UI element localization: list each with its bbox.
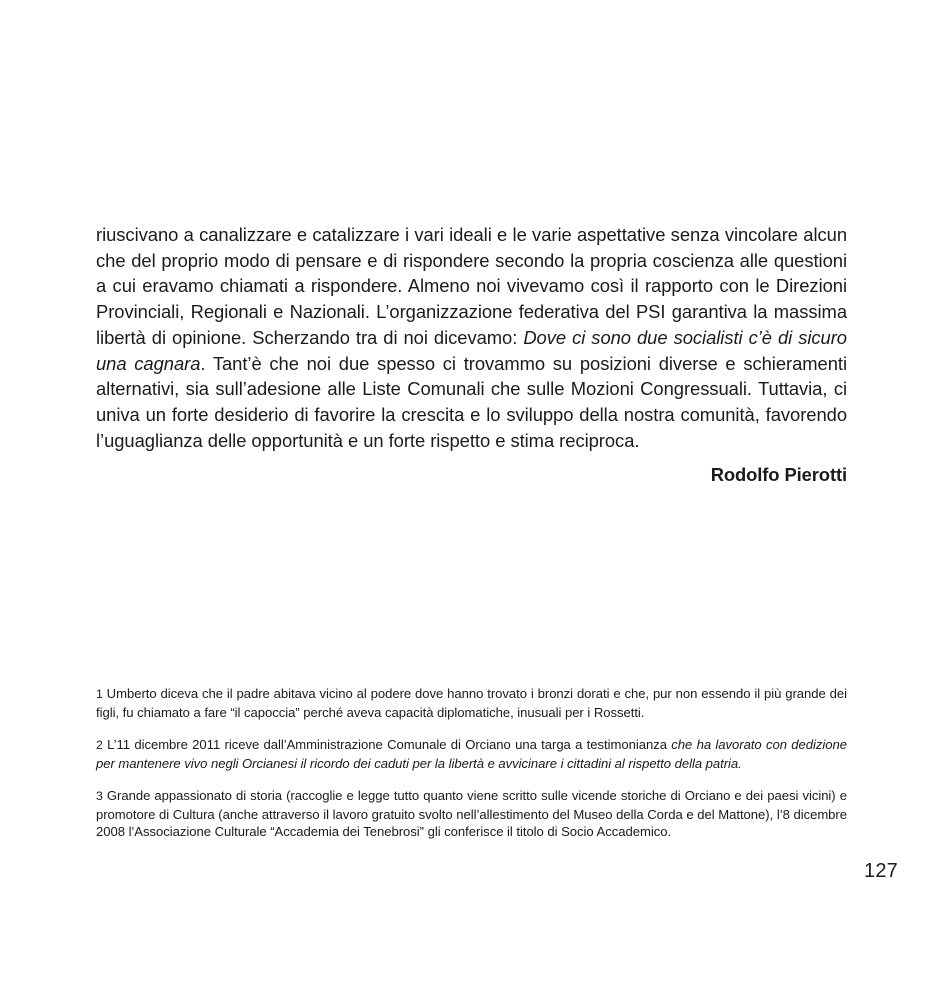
body-text-block [96, 222, 847, 488]
page-number: 127 [864, 860, 898, 882]
paragraph-lead-text: riuscivano a canalizzare e catalizzare i vari ideali e le varie aspettative senza vincolare alcun che del proprio modo di pensare e di rispondere secondo la propria coscienza alle questioni a cui eravamo chiamati a rispondere. Almeno noi vivevamo così il rapporto con le Direzioni Provinciali, Regionali e Nazionali. L’organizzazione federativa del PSI garantiva la massima libertà di opinione. Scherzando tra di noi dicevamo: [96, 224, 847, 348]
footnote-2-number: 2 [96, 737, 103, 752]
footnote-2-italic-text: che ha lavorato con dedizione per mantenere vivo negli Orcianesi il ricordo dei caduti per la libertà e avvicinare i cittadini al rispetto della patria. [96, 736, 847, 771]
footnote-3-text: Grande appassionato di storia (raccoglie e legge tutto quanto viene scritto sulle vicende storiche di Orciano e dei paesi vicini) e promotore di Cultura (anche attraverso il lavoro gratuito svolto nell’allestimento del Museo della Corda e del Mattone), l’8 dicembre 2008 l’Associazione Culturale “Accademia dei Tenebrosi” gli conferisce il titolo di Socio Accademico. [96, 787, 847, 840]
footnotes-block [96, 685, 847, 841]
footnote-2 [96, 736, 847, 773]
footnote-2-text: L’11 dicembre 2011 riceve dall’Amministrazione Comunale di Orciano una targa a testimonianza [107, 736, 672, 752]
footnote-3 [96, 787, 847, 842]
footnote-1-number: 1 [96, 687, 103, 701]
paragraph-italic-quote: Dove ci sono due socialisti c’è di sicuro una cagnara [96, 326, 847, 374]
paragraph-tail-text: . Tant’è che noi due spesso ci trovammo su posizioni diverse e schieramenti alternativi, sia sull’adesione alle Liste Comunali che sulle Mozioni Congressuali. Tuttavia, ci univa un forte desiderio di favorire la crescita e lo sviluppo della nostra comunità, favorendo l’uguaglianza delle opportunità e un forte rispetto e stima reciproca. [96, 352, 847, 451]
author-signature: Rodolfo Pierotti [710, 464, 847, 486]
footnote-1-text: Umberto diceva che il padre abitava vicino al podere dove hanno trovato i bronzi dorati e che, pur non essendo il più grande dei figli, fu chiamato a fare “il capoccia” perché aveva capacità diplomatiche, inusuali per i Rossetti. [96, 686, 847, 720]
footnote-1 [96, 685, 847, 722]
body-paragraph [96, 222, 847, 453]
footnote-3-number: 3 [96, 788, 103, 803]
